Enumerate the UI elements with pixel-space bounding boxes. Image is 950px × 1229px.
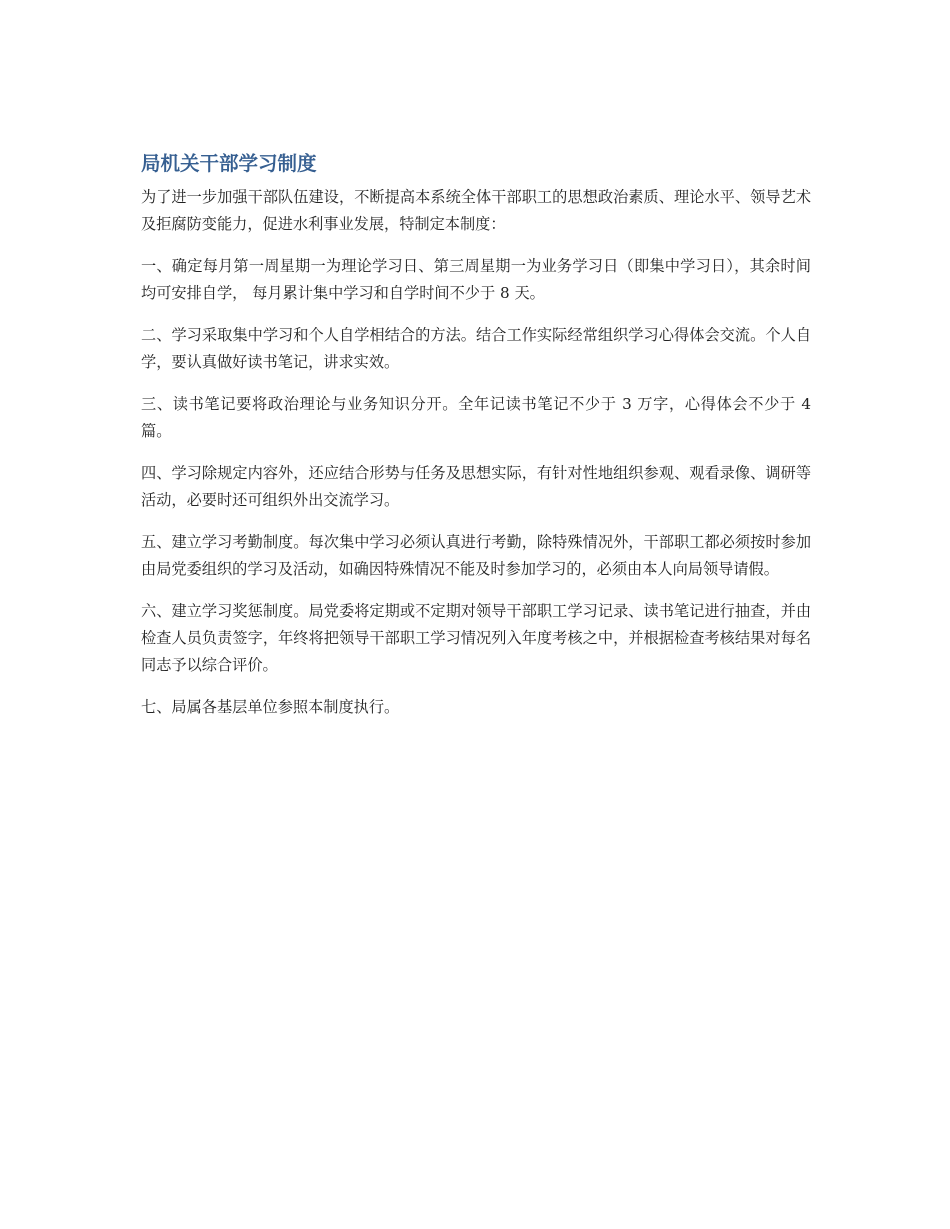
article-2-paragraph: 二、学习采取集中学习和个人自学相结合的方法。结合工作实际经常组织学习心得体会交流。个人自学，要认真做好读书笔记，讲求实效。 [141,326,811,371]
document-title: 局机关干部学习制度 [141,152,317,175]
article-1-paragraph: 一、确定每月第一周星期一为理论学习日、第三周星期一为业务学习日（即集中学习日），其余时间均可安排自学， 每月累计集中学习和自学时间不少于 8 天。 [141,257,811,302]
document-body [141,150,811,736]
article-6-paragraph: 六、建立学习奖惩制度。局党委将定期或不定期对领导干部职工学习记录、读书笔记进行抽查，并由检查人员负责签字，年终将把领导干部职工学习情况列入年度考核之中，并根据检查考核结果对每名同志予以综合评价。 [141,602,811,674]
intro-paragraph: 为了进一步加强干部队伍建设，不断提高本系统全体干部职工的思想政治素质、理论水平、领导艺术及拒腐防变能力，促进水利事业发展，特制定本制度： [141,188,811,233]
article-5-paragraph: 五、建立学习考勤制度。每次集中学习必须认真进行考勤，除特殊情况外，干部职工都必须按时参加由局党委组织的学习及活动，如确因特殊情况不能及时参加学习的，必须由本人向局领导请假。 [141,533,811,578]
article-7-paragraph: 七、局属各基层单位参照本制度执行。 [141,698,400,716]
article-3-paragraph: 三、读书笔记要将政治理论与业务知识分开。全年记读书笔记不少于 3 万字，心得体会不少于 4 篇。 [141,395,811,440]
article-4-paragraph: 四、学习除规定内容外，还应结合形势与任务及思想实际，有针对性地组织参观、观看录像、调研等活动，必要时还可组织外出交流学习。 [141,464,811,509]
